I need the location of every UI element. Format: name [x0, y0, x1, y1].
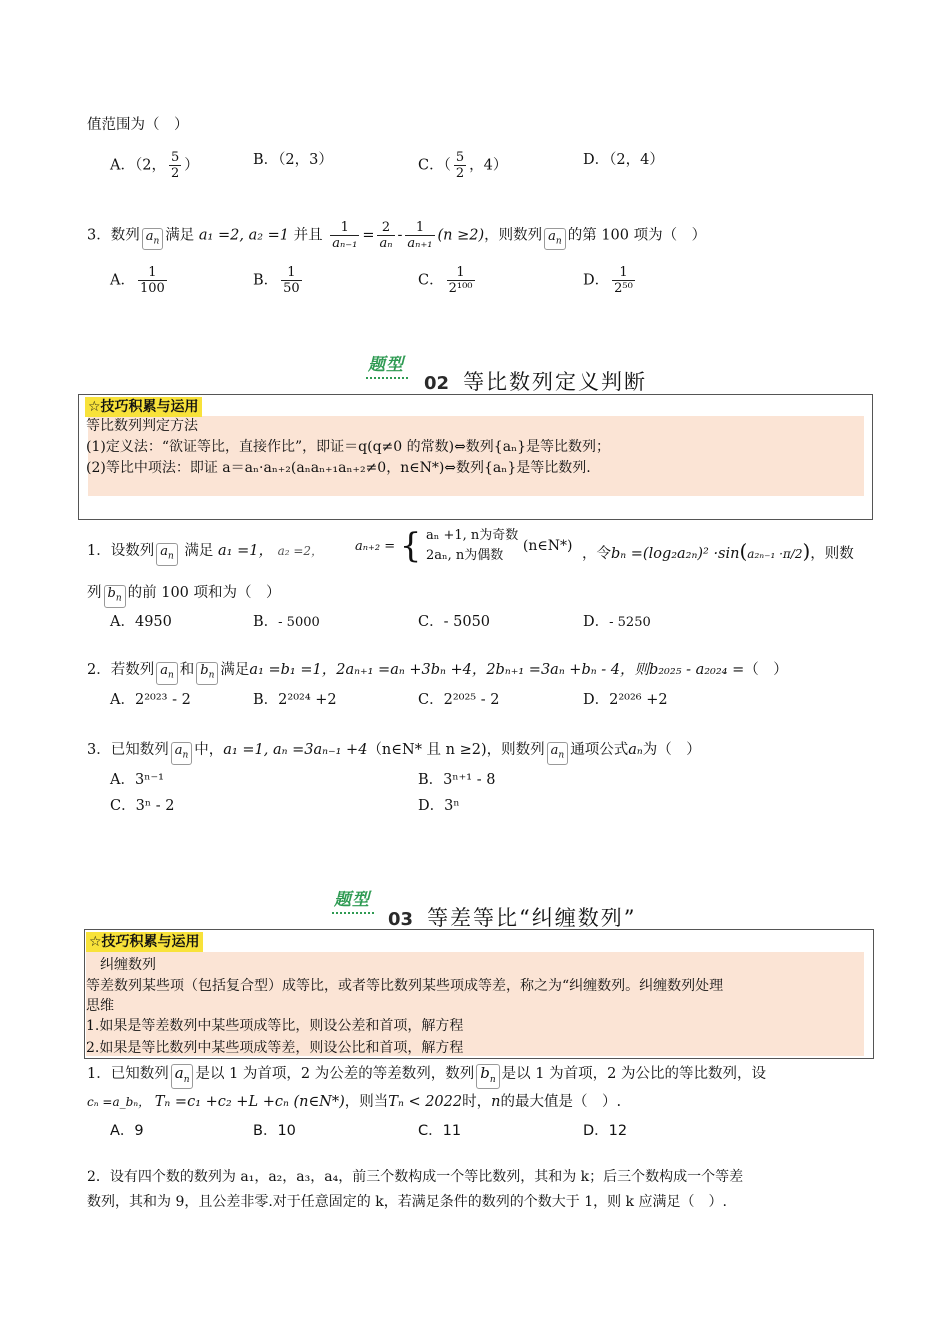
tips3-line-4: 1.如果是等差数列中某些项成等比，则设公差和首项，解方程 — [86, 1018, 464, 1034]
s2q1-option-b: B．- 5000 — [253, 614, 320, 630]
s2-question-3-stem: 3．已知数列 $a_n$ 中，a₁ =1, aₙ =3aₙ₋₁ +4（n∈N* 且 n ≥2)，则数列 $a_n$ 通项公式aₙ为（ ） — [87, 740, 701, 765]
s2q1-option-a: A．4950 — [110, 614, 172, 630]
section-02-dash — [366, 377, 408, 379]
option-c: C．（ $\frac{5}{2}$ ，4） — [418, 150, 508, 181]
s3-question-1-stem: 1．已知数列 $a_n$ 是以 1 为首项，2 为公差的等差数列，数列 $b_n$ 是以 1 为首项，2 为公比的等比数列，设 — [87, 1064, 766, 1089]
q3-option-c: C． $\frac{1}{\text{2¹⁰⁰}}$ — [418, 265, 473, 296]
s2q2-option-d: D．2²⁰²⁶ +2 — [583, 692, 668, 708]
q3-option-b: B． $\frac{1}{50}$ — [253, 265, 300, 296]
s2q2-option-a: A．2²⁰²³ - 2 — [110, 692, 191, 708]
s2q3-option-a: A．3ⁿ⁻¹ — [110, 772, 164, 788]
s2-question-1-stem: 1．设数列 $a_n$ 满足 a₁ =1， a₂ =2， — [87, 540, 323, 566]
option-d: D．（2，4） — [583, 152, 664, 168]
s3q1-option-b: B．10 — [253, 1123, 296, 1139]
s3-question-1-stem-b: cₙ =a_bₙ， Tₙ =c₁ +c₂ +L +cₙ (n∈N*)，则当Tₙ < 2022时，n的最大值是（ ）. — [87, 1094, 622, 1110]
s3-question-2-line-1: 2．设有四个数的数列为 a₁，a₂，a₃，a₄，前三个数构成一个等比数列，其和为 k；后三个数构成一个等差 — [87, 1169, 744, 1185]
s3q1-option-a: A．9 — [110, 1123, 144, 1139]
tips3-line-2: 等差数列某些项（包括复合型）成等比，或者等比数列某些项成等差，称之为“纠缠数列。纠缠数列处理 — [86, 978, 724, 994]
q3-option-d: D． $\frac{1}{\text{2⁵⁰}}$ — [583, 265, 633, 296]
tips3-line-1: 纠缠数列 — [86, 957, 156, 973]
s2q3-option-d: D．3ⁿ — [418, 798, 460, 814]
tips3-line-3: 思维 — [86, 998, 114, 1014]
tips-line-2: (1)定义法：“欲证等比，直接作比”，即证＝q(q≠0 的常数)⇔数列{aₙ}是等比数列； — [86, 439, 611, 455]
s2-question-2-stem: 2．若数列 $a_n$ 和 $b_n$ 满足a₁ =b₁ =1，2aₙ₊₁ =aₙ +3bₙ +4，2bₙ₊₁ =3aₙ +bₙ - 4，则b₂₀₂₅ - a₂₀₂₄ =（ ） — [87, 660, 788, 685]
option-b: B．（2，3） — [253, 152, 333, 168]
question-3-stem: 3．数列 $a_n$ 满足 a₁ =2, a₂ =1 并且 $\frac{1}{\text{aₙ₋₁}}$ = $\frac{2}{\text{aₙ}}$ - $\frac{1}{\text{aₙ₊₁}}$ (n ≥2)，则数列 $a_n$ 的第 100 项为（ ） — [87, 220, 707, 251]
option-a: A．（2， $\frac{5}{2}$ ） — [110, 150, 199, 181]
piecewise-definition: aₙ₊₂ = { aₙ +1, n为奇数 2aₙ, n为偶数 (n∈N*) — [355, 526, 573, 566]
section-02-tips-tag: ☆技巧积累与运用 — [85, 397, 202, 417]
q3-option-a: A． $\frac{1}{100}$ — [110, 265, 165, 296]
section-03-dash — [332, 912, 374, 914]
section-03-heading: 03 等差等比“纠缠数列” — [388, 906, 637, 930]
section-02-badge: 题型 — [368, 355, 404, 375]
s2q1-option-c: C．- 5050 — [418, 614, 491, 630]
section-03-tips-tag: ☆技巧积累与运用 — [86, 932, 203, 952]
question-continuation: 值范围为（ ） — [87, 117, 189, 133]
section-03-badge: 题型 — [334, 890, 370, 910]
s2-question-1-stem-c: 列 $b_n$ 的前 100 项和为（ ） — [87, 583, 281, 608]
tips3-line-5: 2.如果是等比数列中某些项成等差，则设公比和首项，解方程 — [86, 1040, 464, 1056]
s2q1-option-d: D．- 5250 — [583, 614, 651, 630]
s3q1-option-c: C．11 — [418, 1123, 462, 1139]
s2q3-option-c: C．3ⁿ - 2 — [110, 798, 175, 814]
s2q3-option-b: B．3ⁿ⁺¹ - 8 — [418, 772, 496, 788]
s3-question-2-line-2: 数列，其和为 9，且公差非零.对于任意固定的 k，若满足条件的数列的个数大于 1，则 k 应满足（ ）. — [87, 1194, 727, 1210]
tips-line-1: 等比数列判定方法 — [86, 418, 198, 434]
s3q1-option-d: D．12 — [583, 1123, 628, 1139]
s2q2-option-c: C．2²⁰²⁵ - 2 — [418, 692, 500, 708]
section-02-heading: 02 等比数列定义判断 — [424, 370, 648, 394]
s2-question-1-stem-b: ，令bₙ =(log₂a₂ₙ)² ·sin(a₂ₙ₋₁ ·π/2)，则数 — [582, 539, 854, 563]
s2q2-option-b: B．2²⁰²⁴ +2 — [253, 692, 337, 708]
tips-line-3: (2)等比中项法：即证 a＝aₙ·aₙ₊₂(aₙaₙ₊₁aₙ₊₂≠0，n∈N*)⇔数列{aₙ}是等比数列. — [86, 460, 591, 476]
